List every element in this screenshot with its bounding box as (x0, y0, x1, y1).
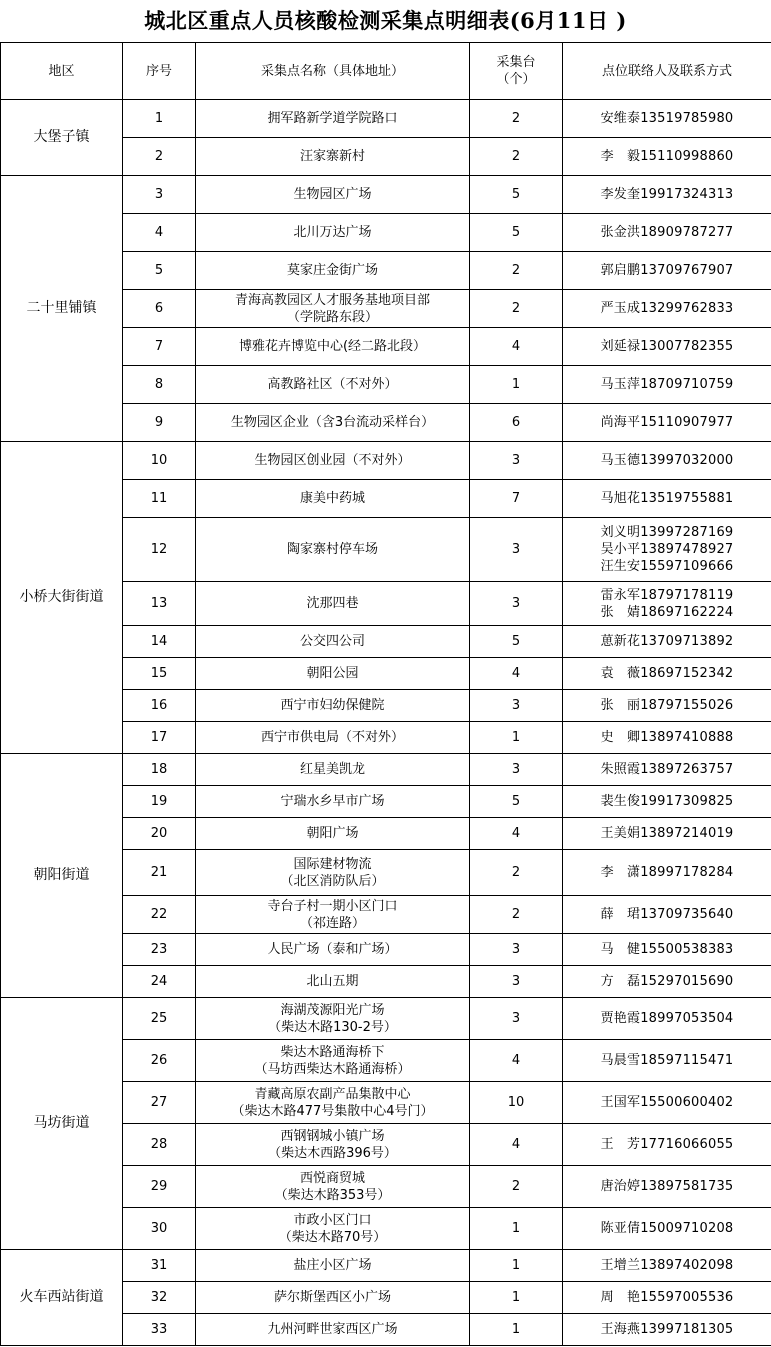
text-line: 王国军15500600402 (600, 1095, 734, 1110)
district-cell: 小桥大街街道 (1, 442, 123, 754)
seq-cell: 26 (123, 1040, 196, 1082)
seq-cell: 27 (123, 1082, 196, 1124)
booths-cell: 3 (470, 754, 563, 786)
text-line: 陶家寨村停车场 (286, 542, 378, 557)
seq-cell: 12 (123, 518, 196, 582)
contact-cell (563, 404, 771, 442)
booths-cell: 3 (470, 442, 563, 480)
site-cell (196, 998, 470, 1040)
text-line: 王海燕13997181305 (600, 1322, 734, 1337)
text-line: 西悦商贸城 (299, 1170, 365, 1186)
site-cell (196, 442, 470, 480)
seq-cell: 15 (123, 658, 196, 690)
text-line: 马玉萍18709710759 (600, 377, 734, 392)
booths-cell: 5 (470, 176, 563, 214)
site-cell (196, 518, 470, 582)
site-cell (196, 658, 470, 690)
text-line: 朱照霞13897263757 (600, 762, 734, 777)
text-line: 史 卿13897410888 (600, 730, 734, 745)
text-line: 市政小区门口 (293, 1212, 372, 1228)
seq-cell: 32 (123, 1282, 196, 1314)
text-line: 生物园区广场 (293, 187, 372, 202)
text-line: 王 芳17716066055 (600, 1137, 734, 1152)
seq-cell: 17 (123, 722, 196, 754)
contact-cell (563, 252, 771, 290)
contact-cell (563, 966, 771, 998)
contact-cell (563, 896, 771, 934)
booths-cell: 2 (470, 252, 563, 290)
header-booths: 采集台 （个） (470, 43, 563, 100)
booths-cell: 2 (470, 896, 563, 934)
header-seq: 序号 (123, 43, 196, 100)
text-line: 康美中药城 (299, 491, 365, 506)
table-row (1, 998, 771, 1040)
contact-cell (563, 626, 771, 658)
seq-cell: 4 (123, 214, 196, 252)
site-cell (196, 176, 470, 214)
text-line: （柴达木西路396号） (268, 1145, 397, 1161)
contact-cell (563, 1166, 771, 1208)
text-line: 寺台子村一期小区门口 (267, 898, 398, 914)
text-line: 葸新花13709713892 (600, 634, 734, 649)
text-line: 萨尔斯堡西区小广场 (273, 1290, 391, 1305)
booths-cell: 4 (470, 328, 563, 366)
contact-cell (563, 998, 771, 1040)
text-line: 公交四公司 (299, 634, 365, 649)
seq-cell: 29 (123, 1166, 196, 1208)
contact-cell (563, 290, 771, 328)
booths-cell: 1 (470, 366, 563, 404)
contact-cell (563, 1314, 771, 1346)
site-cell (196, 290, 470, 328)
site-cell (196, 214, 470, 252)
text-line: 柴达木路通海桥下 (280, 1044, 385, 1060)
contact-cell (563, 1250, 771, 1282)
booths-cell: 4 (470, 658, 563, 690)
booths-cell: 3 (470, 690, 563, 722)
booths-cell: 3 (470, 966, 563, 998)
text-line: 马玉德13997032000 (600, 453, 734, 468)
site-cell (196, 690, 470, 722)
text-line: 王美娟13897214019 (600, 826, 734, 841)
text-line: 朝阳广场 (306, 826, 359, 841)
collection-sites-table (0, 42, 771, 1346)
district-cell: 二十里铺镇 (1, 176, 123, 442)
text-line: 袁 薇18697152342 (600, 666, 734, 681)
site-cell (196, 328, 470, 366)
site-cell (196, 896, 470, 934)
site-cell (196, 582, 470, 626)
table-row (1, 754, 771, 786)
seq-cell: 8 (123, 366, 196, 404)
booths-cell: 7 (470, 480, 563, 518)
text-line: 莫家庄金街广场 (286, 263, 378, 278)
text-line: 海湖茂源阳光广场 (280, 1002, 385, 1018)
booths-cell: 2 (470, 290, 563, 328)
text-line: （柴达木路477号集散中心4号门） (231, 1103, 434, 1119)
booths-cell: 1 (470, 1250, 563, 1282)
text-line: 安维泰13519785980 (600, 111, 734, 126)
table-row (1, 176, 771, 214)
table-body (1, 100, 771, 1346)
seq-cell: 22 (123, 896, 196, 934)
text-line: 唐治婷13897581735 (600, 1179, 734, 1194)
seq-cell: 25 (123, 998, 196, 1040)
contact-cell (563, 176, 771, 214)
header-contact: 点位联络人及联系方式 (563, 43, 771, 100)
contact-cell (563, 480, 771, 518)
text-line: 西宁市妇幼保健院 (280, 698, 385, 713)
booths-cell: 2 (470, 138, 563, 176)
text-line: 博雅花卉博览中心(经二路北段） (238, 339, 427, 354)
site-cell (196, 252, 470, 290)
page-title: 城北区重点人员核酸检测采集点明细表(6月11日 ) (144, 8, 627, 33)
site-cell (196, 1166, 470, 1208)
booths-cell: 1 (470, 1208, 563, 1250)
booths-cell: 4 (470, 1040, 563, 1082)
seq-cell: 20 (123, 818, 196, 850)
booths-cell: 3 (470, 518, 563, 582)
seq-cell: 10 (123, 442, 196, 480)
text-line: 朝阳公园 (306, 666, 359, 681)
site-cell (196, 754, 470, 786)
header-site: 采集点名称（具体地址） (196, 43, 470, 100)
site-cell (196, 404, 470, 442)
seq-cell: 24 (123, 966, 196, 998)
contact-cell (563, 658, 771, 690)
booths-cell: 3 (470, 582, 563, 626)
text-line: 张金洪18909787277 (600, 225, 734, 240)
site-cell (196, 966, 470, 998)
contact-cell (563, 818, 771, 850)
seq-cell: 13 (123, 582, 196, 626)
text-line: 西宁市供电局（不对外） (260, 730, 404, 745)
contact-cell (563, 722, 771, 754)
booths-cell: 6 (470, 404, 563, 442)
text-line: 刘延禄13007782355 (600, 339, 734, 354)
seq-cell: 11 (123, 480, 196, 518)
text-line: 汪生安15597109666 (600, 559, 734, 574)
text-line: 贾艳霞18997053504 (600, 1011, 734, 1026)
booths-cell: 2 (470, 100, 563, 138)
seq-cell: 5 (123, 252, 196, 290)
contact-cell (563, 934, 771, 966)
booths-cell: 5 (470, 626, 563, 658)
site-cell (196, 850, 470, 896)
text-line: 青海高教园区人才服务基地项目部 (234, 292, 430, 308)
text-line: 马晨雪18597115471 (600, 1053, 734, 1068)
site-cell (196, 480, 470, 518)
booths-cell: 4 (470, 1124, 563, 1166)
contact-cell (563, 442, 771, 480)
text-line: （北区消防队后） (280, 873, 385, 889)
contact-cell (563, 366, 771, 404)
site-cell (196, 366, 470, 404)
site-cell (196, 786, 470, 818)
text-line: 刘义明13997287169 (600, 525, 734, 540)
text-line: 生物园区创业园（不对外） (254, 453, 411, 468)
contact-cell (563, 100, 771, 138)
text-line: 周 艳15597005536 (600, 1290, 734, 1305)
text-line: 北山五期 (306, 974, 359, 989)
text-line: 汪家寨新村 (299, 149, 365, 164)
booths-cell: 4 (470, 818, 563, 850)
site-cell (196, 138, 470, 176)
booths-cell: 1 (470, 1282, 563, 1314)
text-line: 生物园区企业（含3台流动采样台） (230, 415, 435, 430)
text-line: 马旭花13519755881 (600, 491, 734, 506)
text-line: 李 潇18997178284 (600, 865, 734, 880)
site-cell (196, 818, 470, 850)
booths-cell: 2 (470, 1166, 563, 1208)
seq-cell: 14 (123, 626, 196, 658)
text-line: 李发奎19917324313 (600, 187, 734, 202)
text-line: 北川万达广场 (293, 225, 372, 240)
text-line: （柴达木路353号） (274, 1187, 391, 1203)
booths-cell: 3 (470, 934, 563, 966)
seq-cell: 23 (123, 934, 196, 966)
contact-cell (563, 214, 771, 252)
text-line: 沈那四巷 (306, 596, 359, 611)
text-line: 盐庄小区广场 (293, 1258, 372, 1273)
seq-cell: 19 (123, 786, 196, 818)
site-cell (196, 1282, 470, 1314)
contact-cell (563, 1208, 771, 1250)
text-line: 尚海平15110907977 (600, 415, 734, 430)
site-cell (196, 1124, 470, 1166)
text-line: 红星美凯龙 (299, 762, 365, 777)
district-cell: 火车西站街道 (1, 1250, 123, 1346)
text-line: 高教路社区（不对外） (267, 377, 398, 392)
seq-cell: 9 (123, 404, 196, 442)
contact-cell (563, 786, 771, 818)
table-row (1, 1250, 771, 1282)
text-line: 吴小平13897478927 (600, 542, 734, 557)
site-cell (196, 1208, 470, 1250)
text-line: 张 婧18697162224 (600, 604, 734, 620)
district-cell: 马坊街道 (1, 998, 123, 1250)
text-line: 马 健15500538383 (600, 942, 734, 957)
site-cell (196, 1314, 470, 1346)
text-line: 李 毅15110998860 (600, 149, 734, 164)
text-line: （柴达木路70号） (278, 1229, 387, 1245)
text-line: 严玉成13299762833 (600, 301, 734, 316)
booths-cell: 3 (470, 998, 563, 1040)
booths-cell: 1 (470, 1314, 563, 1346)
table-row (1, 442, 771, 480)
text-line: 国际建材物流 (293, 856, 372, 872)
text-line: 陈亚倩15009710208 (600, 1221, 734, 1236)
text-line: （学院路东段） (286, 309, 378, 325)
site-cell (196, 1040, 470, 1082)
contact-cell (563, 1040, 771, 1082)
seq-cell: 31 (123, 1250, 196, 1282)
booths-cell: 5 (470, 214, 563, 252)
seq-cell: 30 (123, 1208, 196, 1250)
seq-cell: 21 (123, 850, 196, 896)
booths-cell: 1 (470, 722, 563, 754)
contact-cell (563, 1082, 771, 1124)
seq-cell: 6 (123, 290, 196, 328)
seq-cell: 28 (123, 1124, 196, 1166)
text-line: （柴达木路130-2号） (268, 1019, 397, 1035)
contact-cell (563, 328, 771, 366)
seq-cell: 16 (123, 690, 196, 722)
text-line: 拥军路新学道学院路口 (267, 111, 398, 126)
table-row (1, 100, 771, 138)
text-line: 青藏高原农副产品集散中心 (254, 1086, 411, 1102)
text-line: 西钢钢城小镇广场 (280, 1128, 385, 1144)
contact-cell (563, 518, 771, 582)
contact-cell (563, 582, 771, 626)
text-line: 裴生俊19917309825 (600, 794, 734, 809)
contact-cell (563, 1124, 771, 1166)
text-line: 方 磊15297015690 (600, 974, 734, 989)
contact-cell (563, 754, 771, 786)
text-line: 宁瑞水乡早市广场 (280, 794, 385, 809)
booths-cell: 10 (470, 1082, 563, 1124)
table-header-row (1, 43, 771, 100)
district-cell: 朝阳街道 (1, 754, 123, 998)
seq-cell: 2 (123, 138, 196, 176)
text-line: 薛 珺13709735640 (600, 907, 734, 922)
contact-cell (563, 690, 771, 722)
contact-cell (563, 850, 771, 896)
site-cell (196, 934, 470, 966)
text-line: 郭启鹏13709767907 (600, 263, 734, 278)
seq-cell: 18 (123, 754, 196, 786)
site-cell (196, 100, 470, 138)
text-line: （祁连路） (299, 915, 365, 931)
text-line: 九州河畔世家西区广场 (267, 1322, 398, 1337)
seq-cell: 1 (123, 100, 196, 138)
site-cell (196, 626, 470, 658)
seq-cell: 3 (123, 176, 196, 214)
site-cell (196, 1082, 470, 1124)
text-line: 王增兰13897402098 (600, 1258, 734, 1273)
booths-cell: 2 (470, 850, 563, 896)
seq-cell: 7 (123, 328, 196, 366)
booths-cell: 5 (470, 786, 563, 818)
text-line: （马坊西柴达木路通海桥） (254, 1061, 411, 1077)
contact-cell (563, 1282, 771, 1314)
text-line: 张 丽18797155026 (600, 698, 734, 713)
text-line: 人民广场（泰和广场） (267, 942, 398, 957)
district-cell: 大堡子镇 (1, 100, 123, 176)
seq-cell: 33 (123, 1314, 196, 1346)
site-cell (196, 722, 470, 754)
text-line: 雷永军18797178119 (600, 587, 734, 603)
site-cell (196, 1250, 470, 1282)
header-district: 地区 (1, 43, 123, 100)
contact-cell (563, 138, 771, 176)
